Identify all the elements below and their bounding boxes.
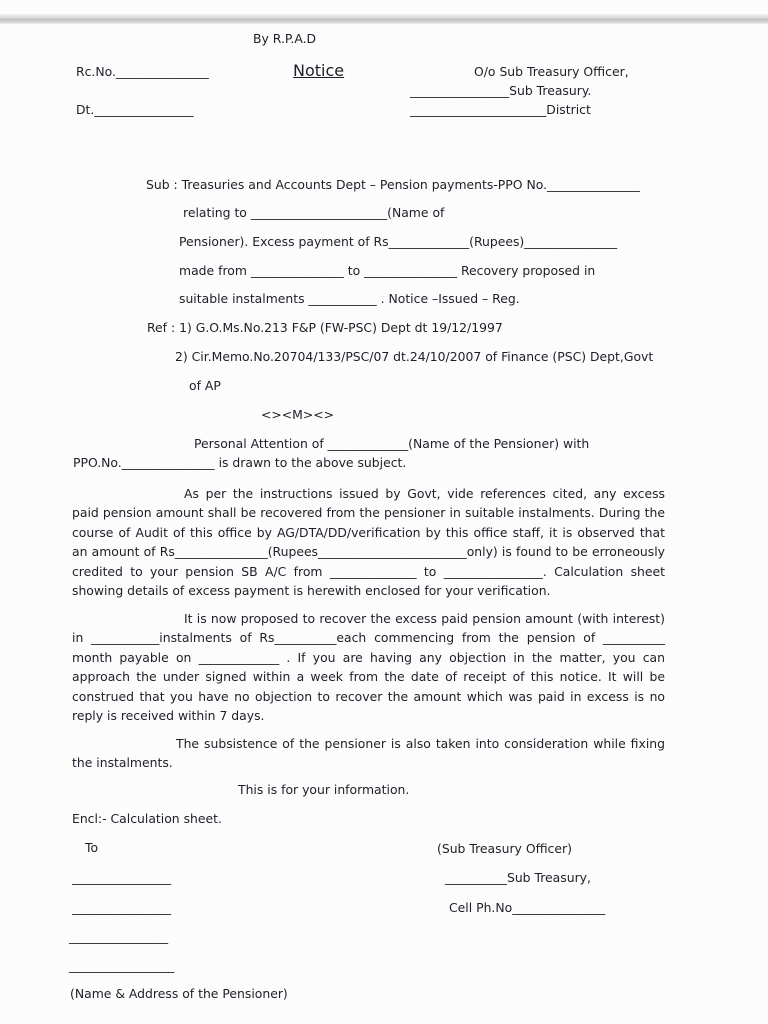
cell-phone-line: Cell Ph.No_______________ — [449, 900, 606, 915]
to-label: To — [85, 840, 99, 855]
enclosure-line: Encl:- Calculation sheet. — [72, 811, 222, 826]
officer-signature: (Sub Treasury Officer) — [437, 841, 572, 856]
pensioner-name-address: (Name & Address of the Pensioner) — [70, 986, 288, 1001]
address-line-3: ________________ — [69, 929, 169, 944]
subject-line-1: Sub : Treasuries and Accounts Dept – Pension payments-PPO No._______________ — [146, 177, 640, 192]
reference-2-continued: of AP — [189, 378, 221, 393]
office-line: O/o Sub Treasury Officer, — [474, 64, 629, 79]
info-line: This is for your information. — [238, 782, 410, 797]
sub-treasury-line: ________________Sub Treasury. — [410, 83, 592, 98]
address-line-4: _________________ — [69, 958, 175, 973]
reference-1: Ref : 1) G.O.Ms.No.213 F&P (FW-PSC) Dept dt 19/12/1997 — [147, 320, 503, 335]
paragraph-3 — [72, 609, 665, 725]
paragraph-2-text: As per the instructions issued by Govt, vide references cited, any excess paid pension amount shall be recovered from the pensioner in suitable instalments. During the course of Audit of this office by AG/DTA/DD/verification by this office staff, it is observed that an amount of Rs_______________(Rupees________________________only) is found to be erroneously credited to your pension SB A/C from ______________ to ________________. Calculation sheet showing details of excess payment is herewith enclosed for your verification. — [72, 486, 665, 599]
district-line: ______________________District — [410, 102, 591, 117]
paragraph-4-text: The subsistence of the pensioner is also taken into consideration while fixing the instalments. — [72, 736, 665, 771]
subject-line-5: suitable instalments ___________ . Notice –Issued – Reg. — [179, 291, 520, 306]
subject-line-4: made from _______________ to _______________ Recovery proposed in — [179, 263, 596, 278]
address-line-2: ________________ — [72, 900, 172, 915]
address-line-1: ________________ — [72, 870, 172, 885]
subject-line-3: Pensioner). Excess payment of Rs_____________(Rupees)_______________ — [179, 234, 618, 249]
footer-sub-treasury: __________Sub Treasury, — [445, 870, 591, 885]
paragraph-2 — [72, 484, 665, 600]
scan-top-edge — [0, 14, 768, 24]
by-rpad: By R.P.A.D — [253, 31, 317, 46]
separator-mark: <><M><> — [261, 407, 334, 422]
reference-2: 2) Cir.Memo.No.20704/133/PSC/07 dt.24/10/2007 of Finance (PSC) Dept,Govt — [175, 349, 654, 364]
rc-number: Rc.No._______________ — [76, 64, 209, 79]
paragraph-4 — [72, 734, 665, 773]
subject-line-2: relating to ______________________(Name of — [183, 205, 445, 220]
paragraph-1-line-2: PPO.No._______________ is drawn to the above subject. — [73, 455, 407, 470]
paragraph-3-text: It is now proposed to recover the excess paid pension amount (with interest) in ___________instalments of Rs__________each commencing from the pension of __________ month payable on _____________ . If you are having any objection in the matter, you can approach the under signed within a week from the date of receipt of this notice. It will be construed that you have no objection to recover the amount which was paid in excess is no reply is received within 7 days. — [72, 611, 665, 724]
paragraph-1-line-1: Personal Attention of _____________(Name of the Pensioner) with — [194, 436, 590, 451]
date-field: Dt.________________ — [76, 102, 194, 117]
notice-title: Notice — [293, 61, 345, 80]
